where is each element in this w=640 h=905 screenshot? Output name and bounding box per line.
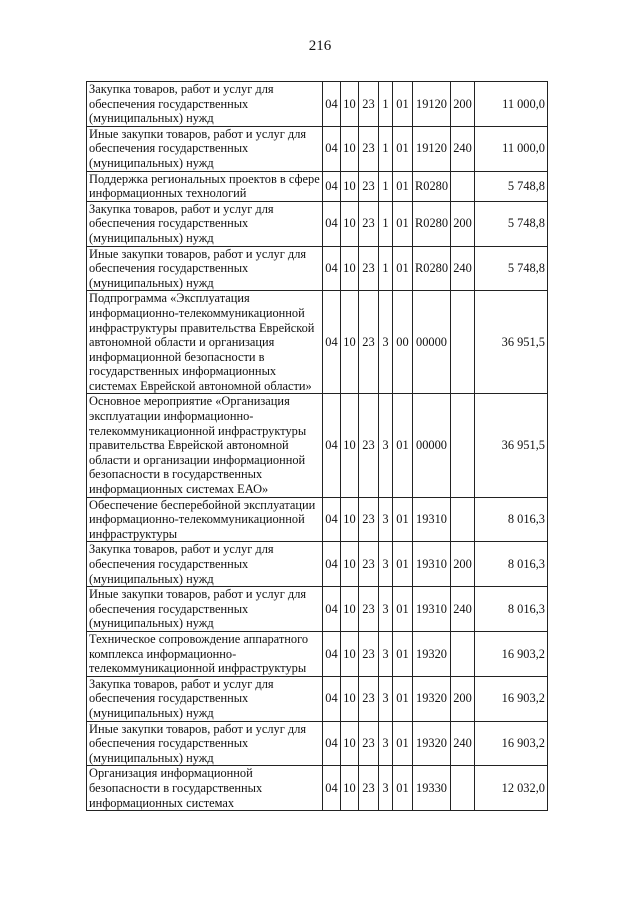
page-number: 216 bbox=[308, 38, 332, 54]
event-code-cell: 01 bbox=[393, 171, 413, 201]
direction-code-cell: 19320 bbox=[413, 631, 451, 676]
program-code-cell: 23 bbox=[359, 542, 379, 587]
event-code-cell: 01 bbox=[393, 82, 413, 127]
program-code-cell: 23 bbox=[359, 82, 379, 127]
table-row bbox=[87, 246, 548, 291]
amount-cell: 36 951,5 bbox=[475, 394, 548, 497]
direction-code-cell: R0280 bbox=[413, 201, 451, 246]
event-code-cell: 01 bbox=[393, 766, 413, 811]
row-name-cell: Основное мероприятие «Организация эксплуатации информационно-телекоммуникационной инфраструктуры правительства Еврейской автономной области и организации информационной безопасности в государственных информационных системах ЕАО» bbox=[87, 394, 323, 497]
section-code-cell: 04 bbox=[323, 766, 341, 811]
subsection-code-cell: 10 bbox=[341, 171, 359, 201]
expense-type-cell bbox=[451, 171, 475, 201]
program-code-cell: 23 bbox=[359, 246, 379, 291]
table-row bbox=[87, 676, 548, 721]
section-code-cell: 04 bbox=[323, 542, 341, 587]
subprogram-code-cell: 3 bbox=[379, 291, 393, 394]
expense-type-cell: 200 bbox=[451, 201, 475, 246]
program-code-cell: 23 bbox=[359, 631, 379, 676]
program-code-cell: 23 bbox=[359, 721, 379, 766]
section-code-cell: 04 bbox=[323, 126, 341, 171]
table-body bbox=[87, 82, 548, 811]
subsection-code-cell: 10 bbox=[341, 394, 359, 497]
expense-type-cell bbox=[451, 291, 475, 394]
amount-cell: 5 748,8 bbox=[475, 201, 548, 246]
row-name-cell: Поддержка региональных проектов в сфере информационных технологий bbox=[87, 171, 323, 201]
amount-cell: 16 903,2 bbox=[475, 676, 548, 721]
program-code-cell: 23 bbox=[359, 676, 379, 721]
program-code-cell: 23 bbox=[359, 497, 379, 542]
table-row bbox=[87, 721, 548, 766]
expense-type-cell: 240 bbox=[451, 587, 475, 632]
subprogram-code-cell: 1 bbox=[379, 82, 393, 127]
event-code-cell: 01 bbox=[393, 631, 413, 676]
expense-type-cell bbox=[451, 631, 475, 676]
section-code-cell: 04 bbox=[323, 82, 341, 127]
amount-cell: 8 016,3 bbox=[475, 542, 548, 587]
direction-code-cell: 19320 bbox=[413, 721, 451, 766]
program-code-cell: 23 bbox=[359, 766, 379, 811]
row-name-cell: Иные закупки товаров, работ и услуг для обеспечения государственных (муниципальных) нужд bbox=[87, 126, 323, 171]
program-code-cell: 23 bbox=[359, 126, 379, 171]
expense-type-cell: 240 bbox=[451, 126, 475, 171]
program-code-cell: 23 bbox=[359, 394, 379, 497]
subprogram-code-cell: 3 bbox=[379, 676, 393, 721]
event-code-cell: 01 bbox=[393, 497, 413, 542]
program-code-cell: 23 bbox=[359, 587, 379, 632]
subsection-code-cell: 10 bbox=[341, 542, 359, 587]
program-code-cell: 23 bbox=[359, 291, 379, 394]
subprogram-code-cell: 1 bbox=[379, 246, 393, 291]
row-name-cell: Закупка товаров, работ и услуг для обеспечения государственных (муниципальных) нужд bbox=[87, 82, 323, 127]
subsection-code-cell: 10 bbox=[341, 721, 359, 766]
row-name-cell: Техническое сопровождение аппаратного комплекса информационно-телекоммуникационной инфраструктуры bbox=[87, 631, 323, 676]
expense-type-cell bbox=[451, 766, 475, 811]
section-code-cell: 04 bbox=[323, 631, 341, 676]
expense-type-cell bbox=[451, 497, 475, 542]
subsection-code-cell: 10 bbox=[341, 676, 359, 721]
row-name-cell: Иные закупки товаров, работ и услуг для обеспечения государственных (муниципальных) нужд bbox=[87, 246, 323, 291]
subprogram-code-cell: 3 bbox=[379, 721, 393, 766]
subprogram-code-cell: 1 bbox=[379, 171, 393, 201]
event-code-cell: 01 bbox=[393, 542, 413, 587]
direction-code-cell: 19320 bbox=[413, 676, 451, 721]
budget-table bbox=[86, 81, 548, 811]
amount-cell: 5 748,8 bbox=[475, 171, 548, 201]
subprogram-code-cell: 3 bbox=[379, 587, 393, 632]
direction-code-cell: 19330 bbox=[413, 766, 451, 811]
event-code-cell: 01 bbox=[393, 126, 413, 171]
amount-cell: 8 016,3 bbox=[475, 587, 548, 632]
table-row bbox=[87, 631, 548, 676]
expense-type-cell: 200 bbox=[451, 676, 475, 721]
event-code-cell: 01 bbox=[393, 394, 413, 497]
direction-code-cell: R0280 bbox=[413, 171, 451, 201]
program-code-cell: 23 bbox=[359, 201, 379, 246]
direction-code-cell: 00000 bbox=[413, 291, 451, 394]
row-name-cell: Иные закупки товаров, работ и услуг для обеспечения государственных (муниципальных) нужд bbox=[87, 587, 323, 632]
table-row bbox=[87, 82, 548, 127]
subsection-code-cell: 10 bbox=[341, 497, 359, 542]
subprogram-code-cell: 3 bbox=[379, 766, 393, 811]
section-code-cell: 04 bbox=[323, 394, 341, 497]
subprogram-code-cell: 3 bbox=[379, 394, 393, 497]
event-code-cell: 01 bbox=[393, 676, 413, 721]
expense-type-cell: 200 bbox=[451, 82, 475, 127]
section-code-cell: 04 bbox=[323, 497, 341, 542]
subprogram-code-cell: 3 bbox=[379, 542, 393, 587]
section-code-cell: 04 bbox=[323, 201, 341, 246]
table-row bbox=[87, 766, 548, 811]
row-name-cell: Подпрограмма «Эксплуатация информационно-телекоммуникационной инфраструктуры правительства Еврейской автономной области и организация информационной безопасности в государственных информационных системах Еврейской автономной области» bbox=[87, 291, 323, 394]
table-row bbox=[87, 587, 548, 632]
subsection-code-cell: 10 bbox=[341, 631, 359, 676]
subsection-code-cell: 10 bbox=[341, 587, 359, 632]
table-row bbox=[87, 542, 548, 587]
table-row bbox=[87, 171, 548, 201]
subprogram-code-cell: 1 bbox=[379, 201, 393, 246]
direction-code-cell: 19120 bbox=[413, 126, 451, 171]
expense-type-cell: 200 bbox=[451, 542, 475, 587]
expense-type-cell: 240 bbox=[451, 246, 475, 291]
table-row bbox=[87, 497, 548, 542]
table-row bbox=[87, 126, 548, 171]
expense-type-cell bbox=[451, 394, 475, 497]
subsection-code-cell: 10 bbox=[341, 82, 359, 127]
row-name-cell: Закупка товаров, работ и услуг для обеспечения государственных (муниципальных) нужд bbox=[87, 676, 323, 721]
amount-cell: 16 903,2 bbox=[475, 721, 548, 766]
amount-cell: 8 016,3 bbox=[475, 497, 548, 542]
subprogram-code-cell: 3 bbox=[379, 631, 393, 676]
event-code-cell: 01 bbox=[393, 587, 413, 632]
row-name-cell: Иные закупки товаров, работ и услуг для обеспечения государственных (муниципальных) нужд bbox=[87, 721, 323, 766]
table-row bbox=[87, 291, 548, 394]
direction-code-cell: 19310 bbox=[413, 587, 451, 632]
section-code-cell: 04 bbox=[323, 676, 341, 721]
direction-code-cell: R0280 bbox=[413, 246, 451, 291]
subsection-code-cell: 10 bbox=[341, 126, 359, 171]
row-name-cell: Организация информационной безопасности в государственных информационных системах bbox=[87, 766, 323, 811]
table-row bbox=[87, 201, 548, 246]
amount-cell: 5 748,8 bbox=[475, 246, 548, 291]
amount-cell: 36 951,5 bbox=[475, 291, 548, 394]
direction-code-cell: 19120 bbox=[413, 82, 451, 127]
subprogram-code-cell: 1 bbox=[379, 126, 393, 171]
event-code-cell: 00 bbox=[393, 291, 413, 394]
table-row bbox=[87, 394, 548, 497]
row-name-cell: Закупка товаров, работ и услуг для обеспечения государственных (муниципальных) нужд bbox=[87, 542, 323, 587]
amount-cell: 12 032,0 bbox=[475, 766, 548, 811]
subsection-code-cell: 10 bbox=[341, 291, 359, 394]
section-code-cell: 04 bbox=[323, 171, 341, 201]
amount-cell: 11 000,0 bbox=[475, 82, 548, 127]
program-code-cell: 23 bbox=[359, 171, 379, 201]
section-code-cell: 04 bbox=[323, 246, 341, 291]
section-code-cell: 04 bbox=[323, 587, 341, 632]
subsection-code-cell: 10 bbox=[341, 201, 359, 246]
subsection-code-cell: 10 bbox=[341, 766, 359, 811]
section-code-cell: 04 bbox=[323, 291, 341, 394]
event-code-cell: 01 bbox=[393, 201, 413, 246]
row-name-cell: Закупка товаров, работ и услуг для обеспечения государственных (муниципальных) нужд bbox=[87, 201, 323, 246]
subprogram-code-cell: 3 bbox=[379, 497, 393, 542]
event-code-cell: 01 bbox=[393, 246, 413, 291]
expense-type-cell: 240 bbox=[451, 721, 475, 766]
subsection-code-cell: 10 bbox=[341, 246, 359, 291]
direction-code-cell: 19310 bbox=[413, 497, 451, 542]
event-code-cell: 01 bbox=[393, 721, 413, 766]
direction-code-cell: 19310 bbox=[413, 542, 451, 587]
section-code-cell: 04 bbox=[323, 721, 341, 766]
row-name-cell: Обеспечение бесперебойной эксплуатации информационно-телекоммуникационной инфраструктуры bbox=[87, 497, 323, 542]
amount-cell: 16 903,2 bbox=[475, 631, 548, 676]
amount-cell: 11 000,0 bbox=[475, 126, 548, 171]
direction-code-cell: 00000 bbox=[413, 394, 451, 497]
